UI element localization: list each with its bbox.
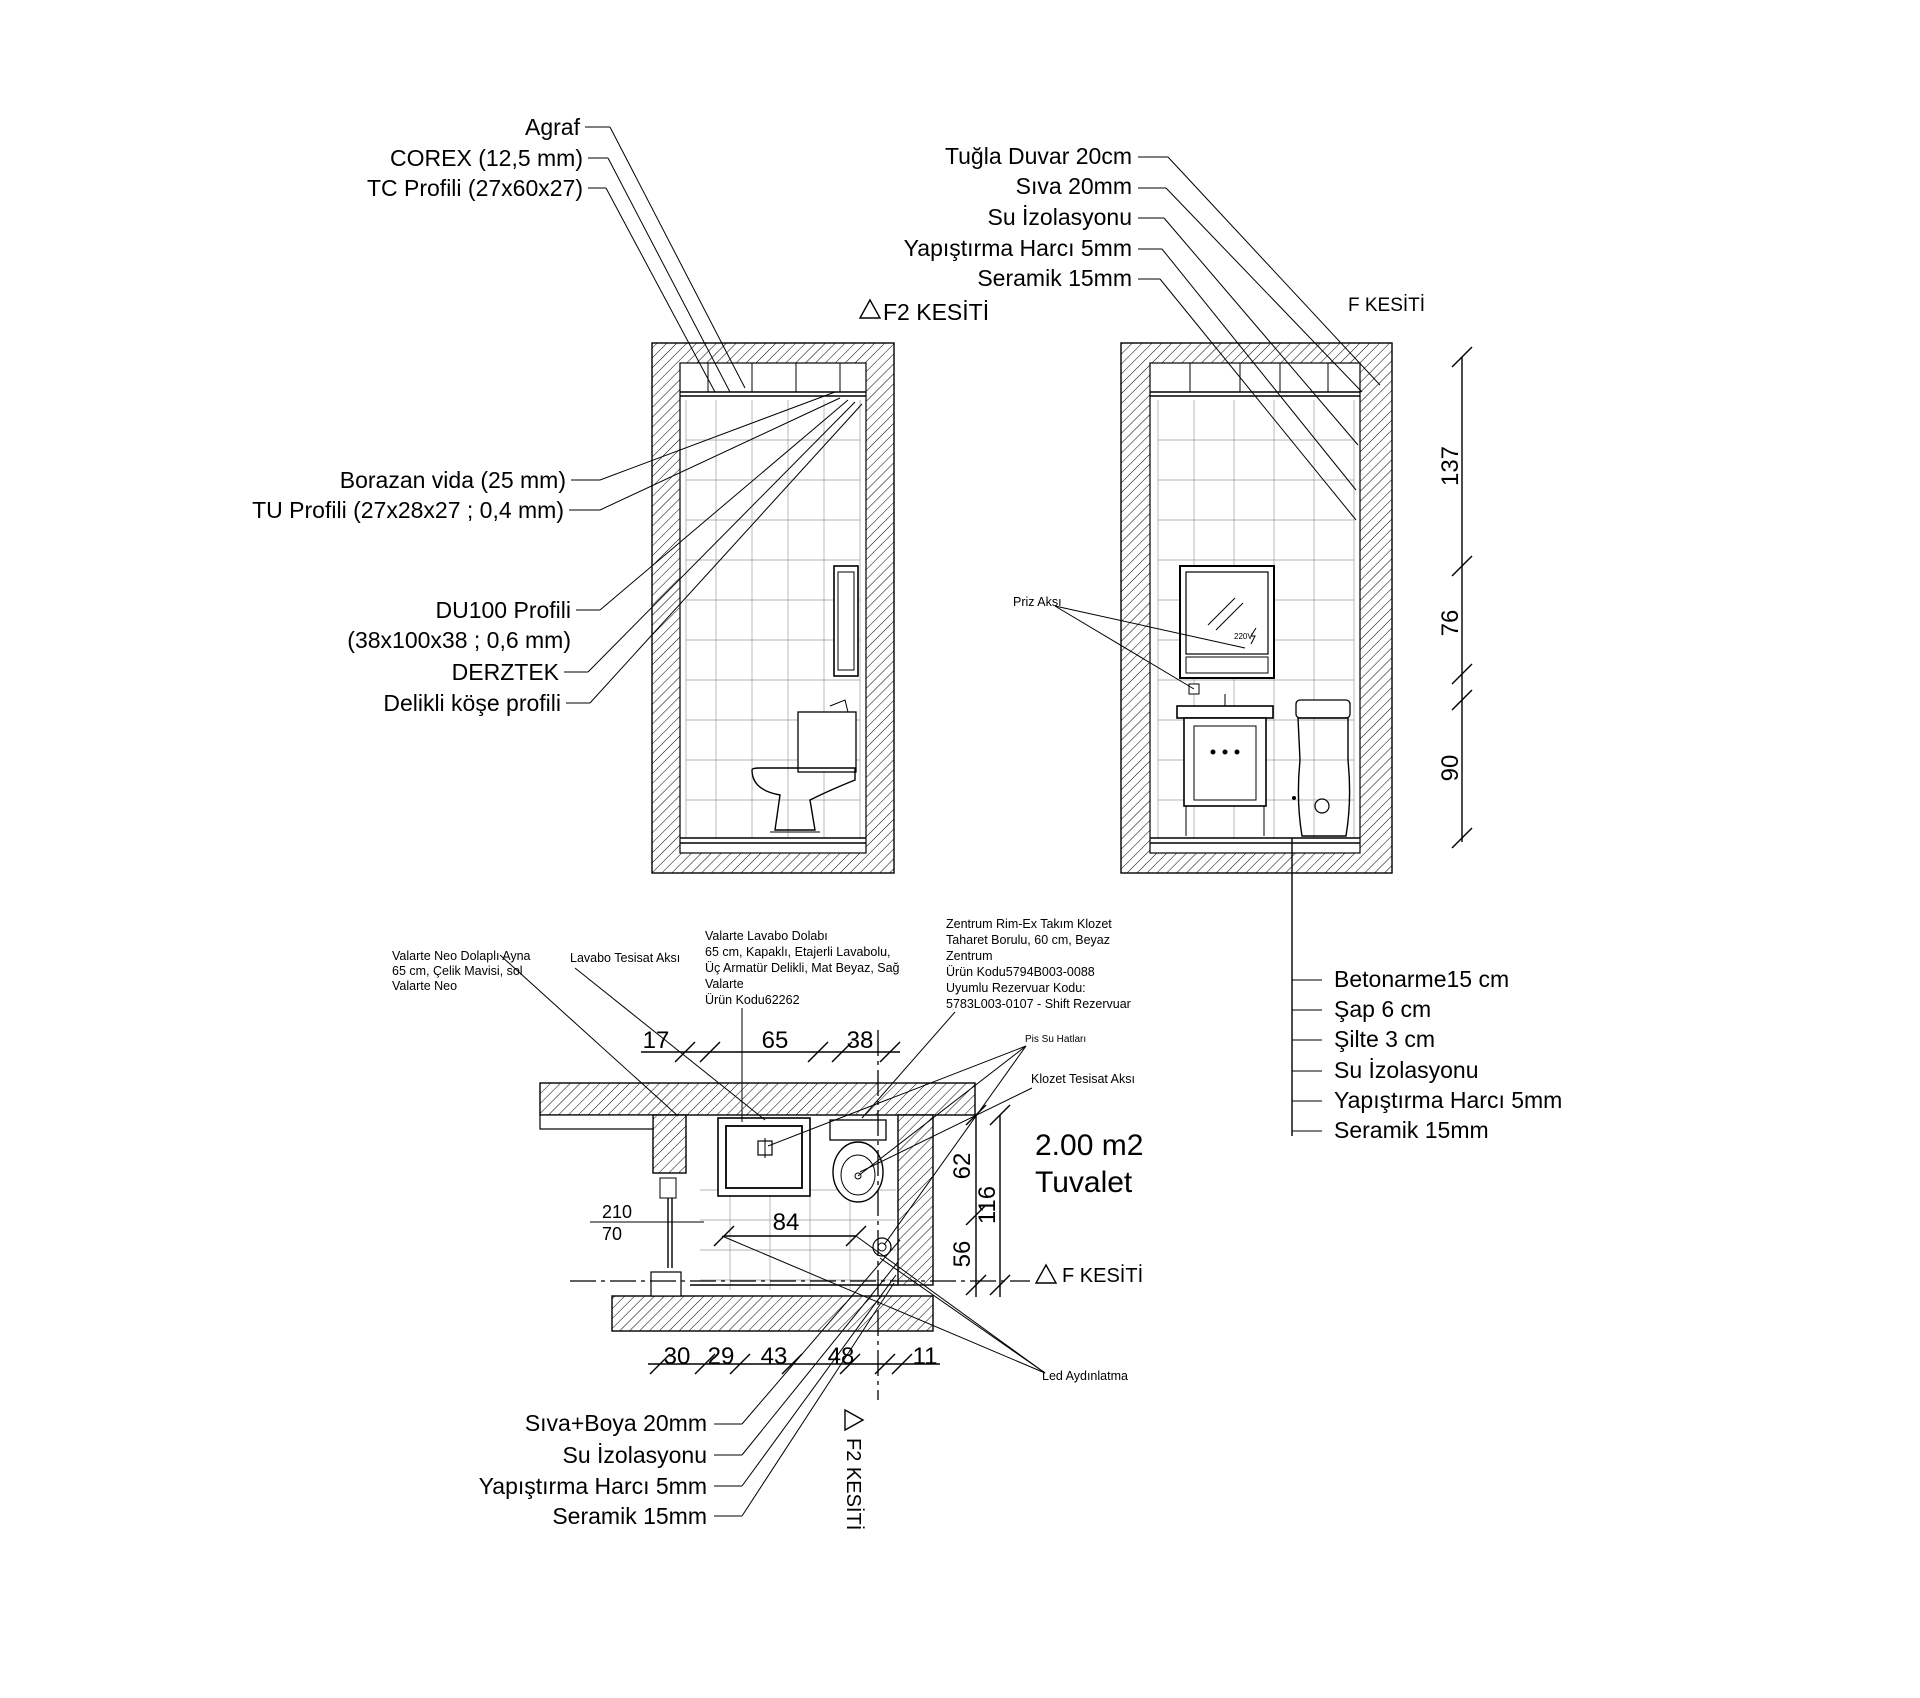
label-corex: COREX (12,5 mm) xyxy=(390,145,583,171)
door-width: 70 xyxy=(601,1224,623,1244)
height-dimension xyxy=(1437,347,1472,848)
wc-note-6: 5783L003-0107 - Shift Rezervuar xyxy=(946,997,1131,1011)
dim-top-38: 38 xyxy=(846,1027,874,1054)
section-f2-elevation xyxy=(652,299,989,873)
plan-dims-top xyxy=(641,1027,900,1062)
plan-layer-plaster-paint: Sıva+Boya 20mm xyxy=(524,1410,707,1436)
floor-ceramic: Seramik 15mm xyxy=(1334,1117,1489,1143)
height-90: 90 xyxy=(1437,754,1464,782)
floor-concrete: Betonarme15 cm xyxy=(1334,966,1510,992)
layer-brick: Tuğla Duvar 20cm xyxy=(944,143,1132,169)
dim-bottom-11: 11 xyxy=(912,1343,938,1370)
plan-layer-adhesive: Yapıştırma Harcı 5mm xyxy=(478,1473,707,1499)
layer-waterproof: Su İzolasyonu xyxy=(987,204,1132,230)
cabinet-note-3: Üç Armatür Delikli, Mat Beyaz, Sağ xyxy=(705,961,900,975)
layer-plaster: Sıva 20mm xyxy=(1015,173,1132,199)
plan-sink xyxy=(718,1118,810,1196)
door-height: 210 xyxy=(601,1202,633,1222)
mirror-note-3: Valarte Neo xyxy=(392,979,458,993)
floor-waterproof: Su İzolasyonu xyxy=(1334,1057,1479,1083)
floor-screed: Şap 6 cm xyxy=(1334,996,1432,1022)
label-derztek: DERZTEK xyxy=(451,659,559,685)
label-du100-dims: (38x100x38 ; 0,6 mm) xyxy=(347,627,571,653)
floor-adhesive: Yapıştırma Harcı 5mm xyxy=(1334,1087,1563,1113)
side-mirror-cabinet xyxy=(834,566,858,676)
f-section-triangle-icon xyxy=(1036,1265,1056,1283)
cabinet-note-1: Valarte Lavabo Dolabı xyxy=(705,929,828,943)
plan-dim-inner xyxy=(714,1209,866,1246)
wc-note-1: Zentrum Rim-Ex Takım Klozet xyxy=(946,917,1112,931)
f2-section-title: F2 KESİTİ xyxy=(883,299,990,325)
f-section-title: F KESİTİ xyxy=(1348,295,1426,316)
label-du100: DU100 Profili xyxy=(435,597,571,623)
wc-axis-label: Klozet Tesisat Aksı xyxy=(1031,1072,1135,1086)
plan-wall-layer-labels xyxy=(479,1240,900,1529)
mirror-note-2: 65 cm, Çelik Mavisi, sol xyxy=(392,964,523,978)
plan-dims-right xyxy=(949,1105,1010,1297)
section-f-elevation xyxy=(1013,295,1472,873)
dim-right-116: 116 xyxy=(974,1185,1001,1225)
mirror-voltage: 220V xyxy=(1234,632,1253,641)
wc-note-5: Uyumlu Rezervuar Kodu: xyxy=(946,981,1086,995)
label-agraf: Agraf xyxy=(525,114,580,140)
label-tu-profile: TU Profili (27x28x27 ; 0,4 mm) xyxy=(252,497,564,523)
wc-note-2: Taharet Borulu, 60 cm, Beyaz xyxy=(946,933,1110,947)
mirror-note-1: Valarte Neo Dolaplı Ayna xyxy=(392,949,531,963)
height-137: 137 xyxy=(1437,445,1464,487)
dim-bottom-30: 30 xyxy=(663,1343,691,1370)
f2-section-mark: F2 KESİTİ xyxy=(842,1438,864,1531)
dim-bottom-29: 29 xyxy=(707,1343,735,1370)
room-area: 2.00 m2 xyxy=(1035,1129,1144,1162)
height-76: 76 xyxy=(1437,609,1464,637)
f-floor-layer-labels xyxy=(1292,838,1562,1143)
wc-note-3: Zentrum xyxy=(946,949,993,963)
cabinet-note-2: 65 cm, Kapaklı, Etajerli Lavabolu, xyxy=(705,945,891,959)
floor-mat: Şilte 3 cm xyxy=(1334,1026,1435,1052)
layer-adhesive: Yapıştırma Harcı 5mm xyxy=(903,235,1132,261)
f-section-mark: F KESİTİ xyxy=(1062,1265,1144,1287)
dim-bottom-48: 48 xyxy=(827,1343,855,1370)
dim-right-56: 56 xyxy=(949,1240,976,1268)
sink-axis-label: Lavabo Tesisat Aksı xyxy=(570,951,681,965)
waste-lines-label: Pis Su Hatları xyxy=(1025,1034,1087,1045)
plan-layer-ceramic: Seramik 15mm xyxy=(552,1503,707,1529)
room-name: Tuvalet xyxy=(1035,1166,1133,1199)
wc-note-4: Ürün Kodu5794B003-0088 xyxy=(946,965,1095,979)
cabinet-note-4: Valarte xyxy=(705,977,744,991)
socket-axis-label: Priz Aksı xyxy=(1013,595,1062,609)
label-borazan: Borazan vida (25 mm) xyxy=(339,467,566,493)
mirror-cabinet xyxy=(1180,566,1274,678)
dim-84: 84 xyxy=(772,1209,800,1236)
layer-ceramic: Seramik 15mm xyxy=(977,265,1132,291)
cabinet-note-5: Ürün Kodu62262 xyxy=(705,993,800,1007)
dim-top-17: 17 xyxy=(642,1027,670,1054)
f2-section-triangle-icon xyxy=(845,1410,863,1430)
plan-dims-bottom xyxy=(648,1343,940,1374)
label-tc-profile: TC Profili (27x60x27) xyxy=(366,175,583,201)
section-triangle-icon xyxy=(860,300,880,318)
plan-layer-waterproof: Su İzolasyonu xyxy=(562,1442,707,1468)
led-label: Led Aydınlatma xyxy=(1042,1369,1128,1383)
dim-bottom-43: 43 xyxy=(760,1343,788,1370)
dim-right-62: 62 xyxy=(949,1152,976,1180)
floor-plan xyxy=(392,917,1143,1530)
label-corner-profile: Delikli köşe profili xyxy=(383,690,561,716)
dim-top-65: 65 xyxy=(761,1027,789,1054)
